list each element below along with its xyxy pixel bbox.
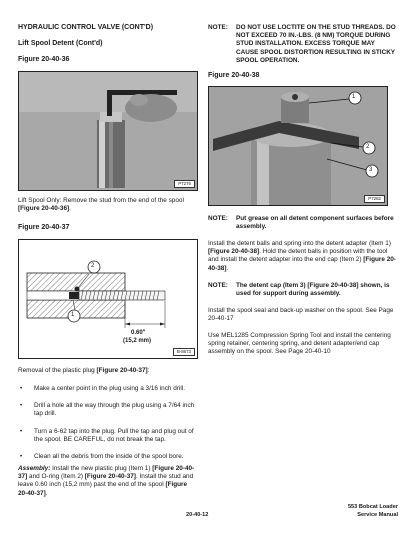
dimension-inch: 0.60": [131, 330, 146, 336]
figure-36-code: P7276: [174, 180, 195, 188]
plastic-plug-shape: [69, 292, 79, 299]
figure-38-label: Figure 20-40-38: [208, 72, 260, 79]
page-number: 20-40-12: [186, 512, 209, 518]
list-item: • Drill a hole all the way through the plug using a 7/64 inch tap drill.: [20, 402, 195, 418]
figure-37-code: B-8673: [173, 348, 195, 356]
caption-figure-ref: [Figure 20-40-36]: [18, 205, 70, 213]
note-loctite: NOTE: DO NOT USE LOCTITE ON THE STUD THREADS. DO NOT EXCEED 70 IN.-LBS. (8 NM) TORQUE DURING STUD INSTALLATION. EXCESS TORQUE MAY CAUSE SPOOL DISTORTION RESULTING IN STICKY SPOOL OPERATION.: [208, 24, 396, 64]
figure-36-photo: [18, 71, 198, 191]
callout-2-label: 2: [91, 263, 95, 269]
callout-1-label: 1: [352, 94, 356, 100]
note-grease: NOTE: Put grease on all detent component surfaces before assembly.: [208, 215, 394, 231]
subsection-title: Lift Spool Detent (Cont'd): [18, 40, 103, 47]
caption-text: Lift Spool Only: Remove the stud from the end of the spool: [18, 197, 184, 204]
figure-37-diagram: [18, 239, 198, 359]
footer-model: 553 Bobcat Loader: [347, 504, 398, 510]
figure-38-photo: [208, 86, 388, 206]
removal-steps-list: [20, 385, 196, 461]
spool-seal-paragraph: Install the spool seal and back-up washer on the spool. See Page 20-40-17: [208, 307, 394, 323]
section-title: HYDRAULIC CONTROL VALVE (CONT'D): [18, 24, 154, 31]
assembly-label: Assembly:: [18, 465, 51, 472]
detent-install-paragraph: Install the detent balls and spring into the detent adapter (Item 1) [Figure 20-40-38]. Hold the detent balls in position with the tool and install the detent adapter into the end cap (Item 2) [Figure 20-40-38].: [208, 240, 396, 272]
callout-2-label: 2: [366, 144, 370, 150]
dimension-mm: (15,2 mm): [123, 338, 152, 344]
hex-key-shape: [107, 90, 177, 95]
figure-36-caption: Lift Spool Only: Remove the stud from the end of the spool [Figure 20-40-36].: [18, 197, 184, 213]
list-item: • Make a center point in the plug using a 3/16 inch drill.: [20, 385, 185, 392]
spool-cross-section: [19, 240, 197, 358]
callout-1-label: 1: [71, 312, 75, 318]
note-detent-cap: NOTE: The detent cap (Item 3) [Figure 20-40-38] shown, is used for support during assembly.: [208, 282, 390, 298]
callout-3-label: 3: [369, 167, 373, 173]
figure-36-label: Figure 20-40-36: [18, 56, 70, 63]
removal-intro: Removal of the plastic plug [Figure 20-40-37]:: [18, 367, 150, 374]
list-item: • Turn a 6-62 tap into the plug. Pull the tap and plug out of the spool. BE CAREFUL, do not break the tap.: [20, 427, 194, 443]
footer-model-block: [348, 503, 398, 519]
compression-tool-paragraph: Use MEL1285 Compression Spring Tool and install the centering spring retainer, centering spring, and detent adapter/end cap assembly on the spool. See Page 20-40-10: [208, 332, 391, 356]
figure-37-label: Figure 20-40-37: [18, 224, 70, 231]
removal-figure-ref: [Figure 20-40-37]: [96, 367, 148, 374]
list-item: • Clean all the debris from the inside of the spool bore.: [20, 453, 184, 461]
figure-38-code: P7282: [364, 195, 385, 203]
footer-manual: Service Manual: [357, 512, 398, 518]
assembly-paragraph: Assembly: Install the new plastic plug (Item 1) [Figure 20-40-37] and O-ring (Item 2) [Figure 20-40-37]. Install the stud and leave 0.60 inch (15,2 mm) past the end of the spool [Figure 20-40-37].: [18, 465, 195, 497]
stud-removal-illustration: [19, 72, 197, 190]
detent-assembly-illustration: [209, 87, 387, 205]
